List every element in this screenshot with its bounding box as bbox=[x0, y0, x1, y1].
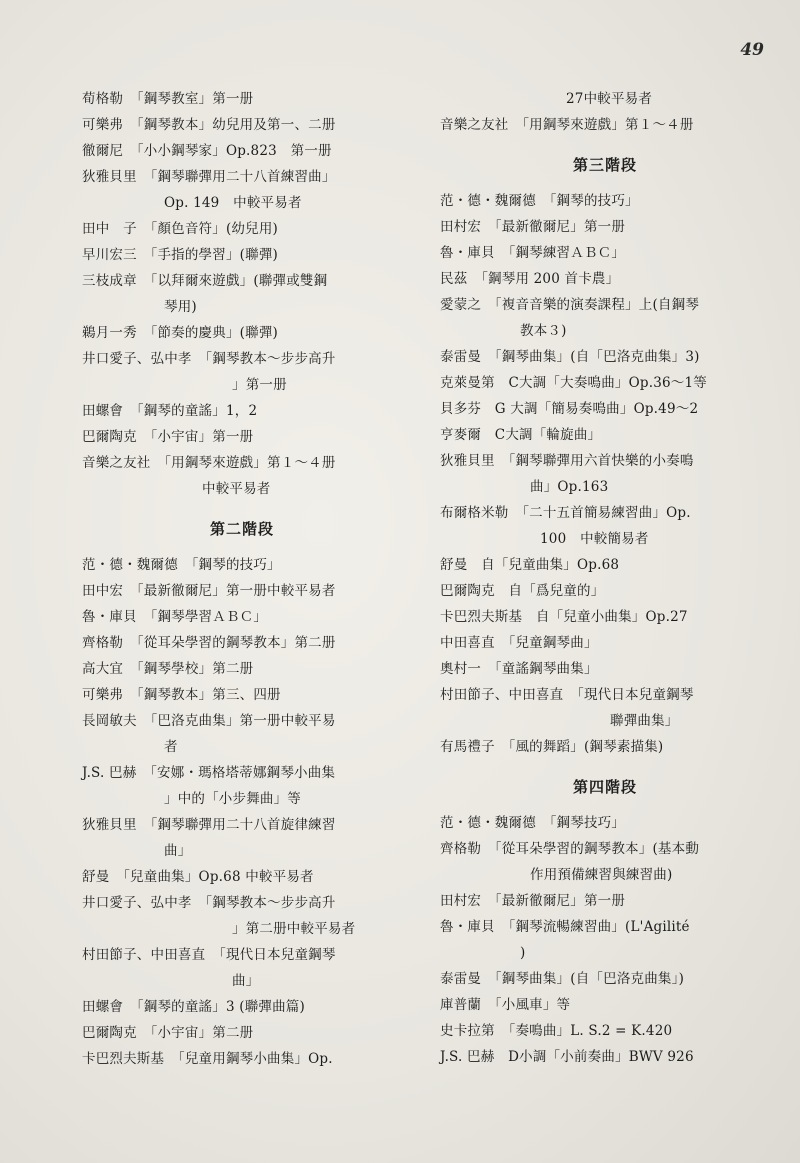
list-item: 齊格勒 「從耳朵學習的鋼琴教本」第二册 bbox=[82, 635, 336, 651]
list-item-continuation: 」第一册 bbox=[232, 377, 287, 393]
list-item-continuation: 者 bbox=[164, 739, 178, 755]
list-item: J.S. 巴赫 D小調「小前奏曲」BWV 926 bbox=[440, 1049, 694, 1065]
list-item: 田村宏 「最新徹爾尼」第一册 bbox=[440, 219, 626, 235]
list-item: 田中宏 「最新徹爾尼」第一册中較平易者 bbox=[82, 583, 336, 599]
list-item: 舒曼 自「兒童曲集」Op.68 bbox=[440, 557, 620, 573]
list-item: 荀格勒 「鋼琴教室」第一册 bbox=[82, 91, 254, 107]
list-item: 范・德・魏爾德 「鋼琴的技巧」 bbox=[440, 193, 639, 209]
list-item: 三枝成章 「以拜爾來遊戲」(聯彈或雙鋼 bbox=[82, 273, 328, 289]
list-item: 民茲 「鋼琴用 200 首卡農」 bbox=[440, 271, 620, 287]
section-heading-stage-3: 第三階段 bbox=[572, 156, 637, 174]
list-item: 卡巴烈夫斯基 「兒童用鋼琴小曲集」Op. bbox=[82, 1051, 333, 1067]
list-item: 早川宏三 「手指的學習」(聯彈) bbox=[82, 247, 278, 263]
list-item: 魯・庫貝 「鋼琴學習ＡＢＣ」 bbox=[82, 609, 268, 625]
list-item: 泰雷曼 「鋼琴曲集」(自「巴洛克曲集」3) bbox=[440, 349, 700, 365]
list-item: 井口愛子、弘中孝 「鋼琴教本～步步高升 bbox=[82, 351, 336, 367]
list-item-continuation: 聯彈曲集」 bbox=[610, 713, 679, 729]
list-item: 狄雅貝里 「鋼琴聯彈用二十八首練習曲」 bbox=[82, 169, 336, 185]
list-item: 泰雷曼 「鋼琴曲集」(自「巴洛克曲集」) bbox=[440, 971, 685, 987]
list-item: 魯・庫貝 「鋼琴流暢練習曲」(L'Agilité bbox=[440, 919, 690, 935]
section-heading-stage-2: 第二階段 bbox=[209, 520, 274, 538]
list-item: 亨麥爾 C大調「輪旋曲」 bbox=[440, 427, 602, 443]
list-item: 田中 子 「顏色音符」(幼兒用) bbox=[82, 221, 278, 237]
list-item: 魯・庫貝 「鋼琴練習ＡＢＣ」 bbox=[440, 245, 626, 261]
list-item: 狄雅貝里 「鋼琴聯彈用二十八首旋律練習 bbox=[82, 817, 336, 833]
list-item: 巴爾陶克 「小宇宙」第二册 bbox=[82, 1025, 254, 1041]
list-item: 克萊曼第 C大調「大奏鳴曲」Op.36～1等 bbox=[440, 375, 707, 391]
list-item: 有馬禮子 「風的舞蹈」(鋼琴素描集) bbox=[440, 739, 664, 755]
list-item: 長岡敏夫 「巴洛克曲集」第一册中較平易 bbox=[82, 713, 336, 729]
list-item: 田螺會 「鋼琴的童謠」3 (聯彈曲篇) bbox=[82, 999, 305, 1015]
list-item-continuation: 曲」 bbox=[232, 973, 260, 989]
list-item-continuation: 」第二册中較平易者 bbox=[232, 921, 356, 937]
list-item-continuation: 中較平易者 bbox=[202, 481, 271, 497]
right-column bbox=[440, 86, 770, 1070]
list-item-continuation: 曲」 bbox=[164, 843, 192, 859]
page-number: 49 bbox=[740, 40, 764, 60]
list-item-continuation: ) bbox=[520, 945, 526, 961]
list-item: 村田節子、中田喜直 「現代日本兒童鋼琴 bbox=[82, 947, 336, 963]
list-item: J.S. 巴赫 「安娜・瑪格塔蒂娜鋼琴小曲集 bbox=[82, 765, 336, 781]
list-item: 舒曼 「兒童曲集」Op.68 中較平易者 bbox=[82, 869, 314, 885]
section-heading-stage-4: 第四階段 bbox=[572, 778, 637, 796]
list-item: 徹爾尼 「小小鋼琴家」Op.823 第一册 bbox=[82, 143, 332, 159]
list-item: 卡巴烈夫斯基 自「兒童小曲集」Op.27 bbox=[440, 609, 688, 625]
list-item: 布爾格米勒 「二十五首簡易練習曲」Op. bbox=[440, 505, 691, 521]
list-item: 井口愛子、弘中孝 「鋼琴教本～步步高升 bbox=[82, 895, 336, 911]
list-item: 齊格勒 「從耳朵學習的鋼琴教本」(基本動 bbox=[440, 841, 700, 857]
list-item: 鵜月一秀 「節奏的慶典」(聯彈) bbox=[82, 325, 278, 341]
list-item-continuation: 100 中較簡易者 bbox=[540, 531, 649, 547]
list-item: 可樂弗 「鋼琴教本」幼兒用及第一、二册 bbox=[82, 117, 336, 133]
list-item: 田螺會 「鋼琴的童謠」1，2 bbox=[82, 403, 258, 419]
list-item: 音樂之友社 「用鋼琴來遊戲」第１～４册 bbox=[440, 117, 694, 133]
left-column bbox=[82, 86, 402, 1072]
list-item-continuation: 」中的「小步舞曲」等 bbox=[164, 791, 301, 807]
list-item: 范・德・魏爾德 「鋼琴技巧」 bbox=[440, 815, 626, 831]
list-item: 奧村一 「童謠鋼琴曲集」 bbox=[440, 661, 598, 677]
list-item: 愛蒙之 「複音音樂的演奏課程」上(自鋼琴 bbox=[440, 297, 700, 313]
list-item-continuation: 琴用) bbox=[164, 299, 197, 315]
list-item-continuation: 27中較平易者 bbox=[566, 91, 653, 107]
list-item: 史卡拉第 「奏鳴曲」L. S.2 = K.420 bbox=[440, 1023, 673, 1039]
list-item: 高大宜 「鋼琴學校」第二册 bbox=[82, 661, 254, 677]
list-item: 庫普蘭 「小風車」等 bbox=[440, 997, 571, 1013]
list-item-continuation: 曲」Op.163 bbox=[530, 479, 609, 495]
list-item: 田村宏 「最新徹爾尼」第一册 bbox=[440, 893, 626, 909]
list-item-continuation: Op. 149 中較平易者 bbox=[164, 195, 302, 211]
list-item: 范・德・魏爾德 「鋼琴的技巧」 bbox=[82, 557, 281, 573]
list-item: 巴爾陶克 自「爲兒童的」 bbox=[440, 583, 605, 599]
list-item: 音樂之友社 「用鋼琴來遊戲」第１～４册 bbox=[82, 455, 336, 471]
list-item: 村田節子、中田喜直 「現代日本兒童鋼琴 bbox=[440, 687, 694, 703]
list-item-continuation: 作用預備練習與練習曲) bbox=[530, 867, 673, 883]
list-item: 貝多芬 G 大調「簡易奏鳴曲」Op.49～2 bbox=[440, 401, 699, 417]
list-item: 中田喜直 「兒童鋼琴曲」 bbox=[440, 635, 598, 651]
list-item: 狄雅貝里 「鋼琴聯彈用六首快樂的小奏鳴 bbox=[440, 453, 694, 469]
list-item: 可樂弗 「鋼琴教本」第三、四册 bbox=[82, 687, 281, 703]
list-item-continuation: 教本３) bbox=[520, 323, 567, 339]
list-item: 巴爾陶克 「小宇宙」第一册 bbox=[82, 429, 254, 445]
